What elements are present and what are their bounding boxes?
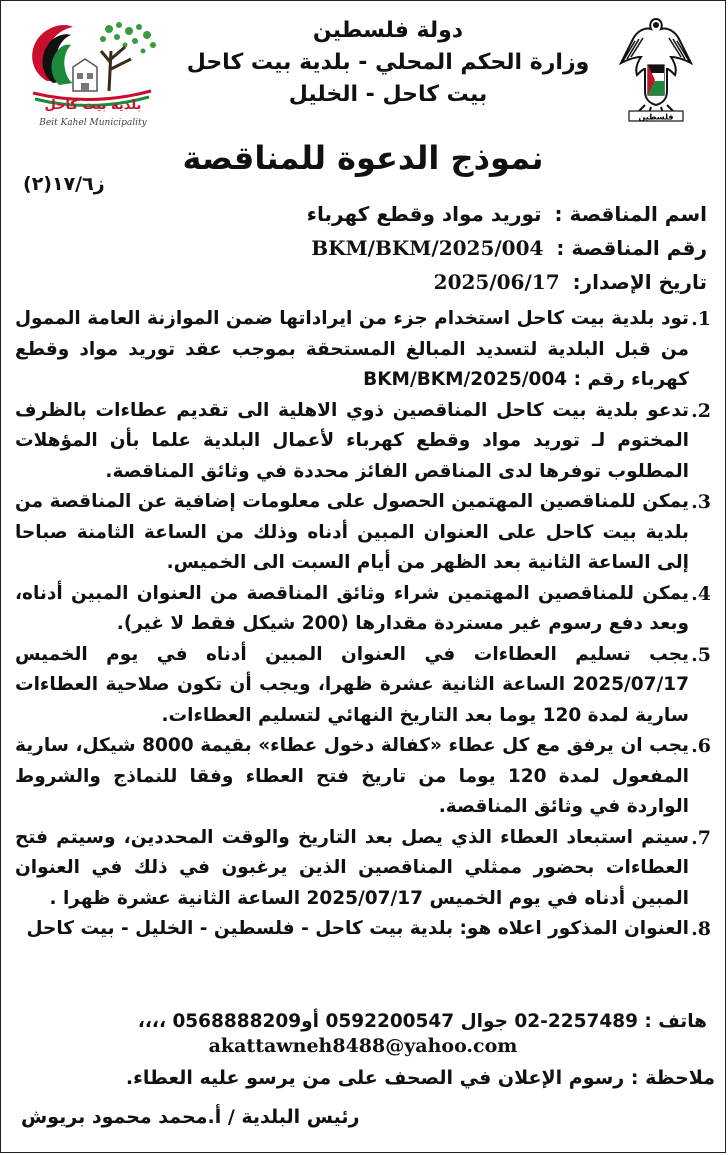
issue-date-label: تاريخ الإصدار: [572,270,707,294]
item-text: يجب ان يرفق مع كل عطاء «كفالة دخول عطاء» بقيمة 8000 شيكل، سارية المفعول لمدة 120 يوما من تاريخ فتح العطاء وفقا للنماذج والشروط الواردة في وثائق المناقصة. [15,735,690,817]
tender-name-value: توريد مواد وقطع كهرباء [306,202,542,226]
contact-email: akattawneh8488@yahoo.com [208,1035,518,1057]
item-text: تدعو بلدية بيت كاحل المناقصين ذوي الاهلية الى تقديم عطاءات بالظرف المختوم لـ توريد مواد وقطع كهرباء لأعمال البلدية علما بأن المؤهلات المطلوب توفرها لدى المناقص الفائز محددة في وثائق المناقصة. [15,399,689,482]
emblem-caption: فلسطين [638,112,674,122]
contact-phones: هاتف : 2257489-02 جوال 0592200547 أو0568888209 ،،،، [137,1011,707,1032]
list-item [15,396,711,488]
list-item [15,823,711,915]
item-text: يجب تسليم العطاءات في العنوان المبين أدناه في يوم الخميس 2025/07/17 الساعة الثانية عشرة ظهرا، ويجب أن تكون صلاحية العطاءات سارية لمدة 120 يوما بعد التاريخ النهائي لتسليم العطاءات. [15,643,689,726]
item-text: سيتم استبعاد العطاء الذي يصل بعد التاريخ والوقت المحددين، وسيتم فتح العطاءات بحضور ممثلي المناقصين الذين يرغبون في ذلك في العنوان المبين أدناه في يوم الخميس 2025/07/17 الساعة الثانية عشرة ظهرا . [15,826,689,909]
issue-date-row [19,265,707,299]
signature: رئيس البلدية / أ.محمد محمود بريوش [21,1106,360,1128]
list-item [15,640,711,732]
item-number: 7. [691,826,711,849]
state-name: دولة فلسطين [312,18,464,43]
tender-number-row [19,231,707,265]
tender-name-label: اسم المناقصة : [554,202,707,226]
location-name: بيت كاحل - الخليل [288,82,488,107]
tender-number-label: رقم المناقصة : [556,236,707,260]
terms-list [15,304,711,945]
item-number: 4. [691,582,711,605]
municipality-logo-icon [13,11,169,129]
item-text: تود بلدية بيت كاحل استخدام جزء من ايراداتها ضمن الموازنة العامة الممول من قبل البلدية لتسديد المبالغ المستحقة بموجب عقد توريد مواد وقطع كهرباء رقم : BKM/BKM/2025/004 [15,308,689,390]
item-number: 2. [691,399,711,422]
item-number: 8. [691,918,711,940]
header [1,1,725,141]
palestinian-eagle-emblem-icon [615,11,697,123]
ministry-name: وزارة الحكم المحلي - بلدية بيت كاحل [186,50,590,75]
item-number: 3. [691,491,711,513]
note: ملاحظة : رسوم الإعلان في الصحف على من يرسو عليه العطاء. [125,1067,715,1089]
header-text [181,15,595,111]
list-item [15,914,711,945]
item-number: 5. [691,643,711,666]
page-title: نموذج الدعوة للمناقصة [182,139,544,177]
tender-name-row [19,197,707,231]
item-text: يمكن للمناقصين المهتمين شراء وثائق المناقصة من العنوان المبين أدناه، وبعد دفع رسوم غير مستردة مقدارها (200 شيكل فقط لا غير). [15,582,689,634]
list-item [15,579,711,640]
list-item [15,304,711,396]
logo-arabic-name: بلدية بيت كاحل [44,98,142,113]
item-text: العنوان المذكور اعلاه هو: بلدية بيت كاحل - فلسطين - الخليل - بيت كاحل [26,918,689,939]
logo-english-name: Beit Kahel Municipality [39,118,147,128]
issue-date-value: 2025/06/17 [433,270,560,294]
item-number: 6. [691,735,711,757]
tender-meta [19,197,707,299]
reference-code: ز١٧/٦(٢) [23,173,105,195]
item-text: يمكن للمناقصين المهتمين الحصول على معلومات إضافية عن المناقصة من بلدية بيت كاحل على العنوان المبين أدناه وذلك من الساعة الثامنة صباحا إلى الساعة الثانية بعد الظهر من أيام السبت الى الخميس. [15,491,689,573]
tender-number-value: BKM/BKM/2025/004 [311,236,544,260]
list-item [15,731,711,823]
list-item [15,487,711,579]
item-number: 1. [691,308,711,330]
